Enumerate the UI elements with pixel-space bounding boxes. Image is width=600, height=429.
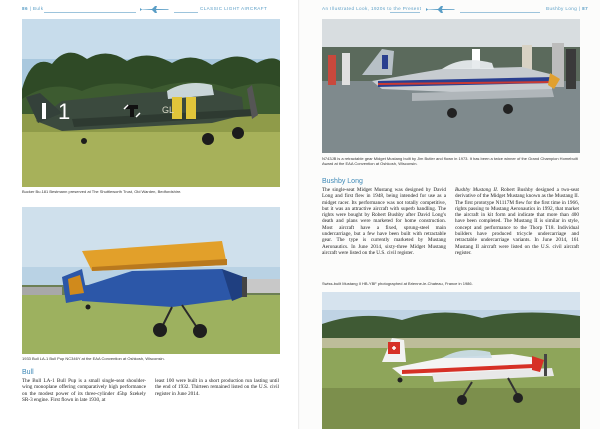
- right-header-rule-2: [460, 12, 540, 13]
- right-page: [300, 0, 600, 429]
- bull-pup-photo: [22, 207, 280, 354]
- bushby-text-column-2: [455, 187, 579, 256]
- plane-header-icon: [138, 5, 172, 14]
- right-page-number: 87: [582, 6, 589, 11]
- aircraft-marking-number: 1: [58, 99, 71, 124]
- left-page-number: 86 | Bulk: [22, 6, 44, 11]
- photo3-caption: N743JB is a retractable gear Midget Mustang built by Jim Butler and flown in 1973. It has been a twice winner of the Grand Champion Homebuilt Award at the EAA Convention at Oshkosh, Wisconsin.: [322, 156, 578, 166]
- plane-header-icon-right: [424, 5, 458, 14]
- bull-text-column-1: The Bull LA-1 Bull Pup is a small single-seat shoulder-wing monoplane offering comparatively high performance on the modest power of its three-cylinder 45hp Szekely SR-3 engine. First flown in late 1930, at: [22, 378, 146, 403]
- midget-mustang-photo: [322, 19, 580, 153]
- bushby-section-title: Bushby Long: [322, 178, 363, 185]
- mustang-ii-text: Robert Bushby designed a two-seat derivative of the Midget Mustang known as the Mustang II. The first prototype N1117M flew for the first time in 1966, rights passing to Mustang Aeronautics in 1992, that market the aircraft in kit form and indicate that more than 400 have been completed. The Mustang II is similar in style, concept and performance to the Thorp T18. Individual builders have produced tricycle undercarriage and retractable undercarriage variants. In June 2014, 161 Mustang II aircraft were listed on the U.S. civil aircraft register.: [455, 187, 579, 256]
- left-header-book-title: CLASSIC LIGHT AIRCRAFT: [200, 6, 268, 11]
- right-header-rule: [390, 12, 420, 13]
- mustang-ii-photo: [322, 292, 580, 429]
- bull-text-column-2: least 100 were built in a short production run lasting until the end of 1932. Thirteen remained listed on the U.S. civil register in June 2014.: [155, 378, 279, 397]
- photo4-caption: Swiss-built Mustang II HB-YBF photographed at Brienne-le-Chateau, France in 1986.: [322, 281, 473, 286]
- left-header-rule-2: [174, 12, 198, 13]
- bushby-text-column-1: The single-seat Midget Mustang was designed by David Long and first flew in 1948, being intended for use as a midget racer. Its performance was not totally competitive, but it was an attractive aircraft with superb handling. The rights were bought by Robert Bushby after David Long's death and plans were marketed for home construction. Most aircraft have a fixed, sprung-steel main undercarriage, but a few have been built with retractable gear. The type is currently marketed by Mustang Aeronautics. In June 2014, sixty-three Midget Mustang aircraft were listed on the U.S. civil register.: [322, 187, 446, 256]
- mustang-ii-heading: Bushby Mustang II.: [455, 187, 499, 193]
- bucker-bestmann-photo: [22, 19, 280, 187]
- right-header-section: Bushby Long | 87: [546, 6, 589, 11]
- bull-section-title: Bull: [22, 369, 34, 376]
- right-header-book-title: An Illustrated Look, 1920s to the Present: [322, 6, 422, 11]
- photo1-caption: Bucker Bu.181 Bestmann preserved at The Shuttleworth Trust, Old Warden, Bedfordshire.: [22, 189, 182, 194]
- left-header-section: Bulk: [32, 6, 44, 11]
- photo2-caption: 1933 Bull LA-1 Bull Pup NC346Y at the EAA Convention at Oshkosh, Wisconsin.: [22, 356, 165, 361]
- left-header-rule: [44, 12, 136, 13]
- aircraft-code-marking: GL: [162, 105, 175, 115]
